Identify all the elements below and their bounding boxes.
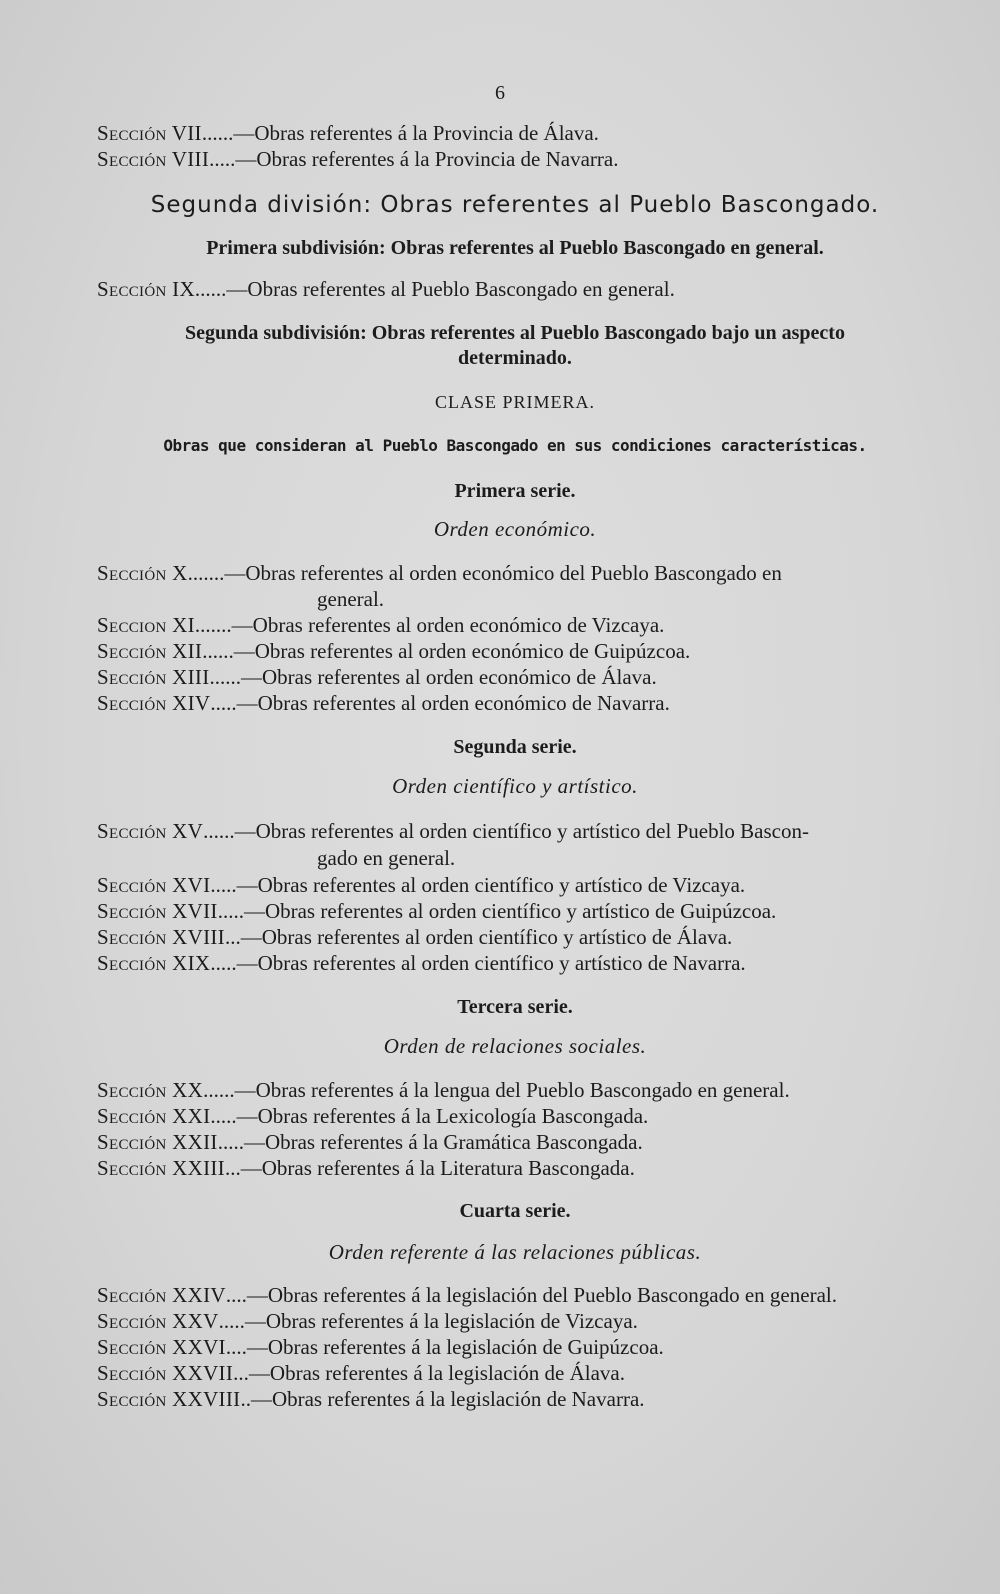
section-label: Sección XXVII: [97, 1361, 234, 1385]
entry-seccion-xii: [97, 638, 957, 664]
entry-text: .....—Obras referentes á la Provincia de Navarra.: [209, 147, 619, 171]
entry-seccion-xiii: [97, 664, 957, 690]
section-label: Sección XXVI: [97, 1335, 226, 1359]
entry-seccion-xi: [97, 612, 957, 638]
section-label: Seccion XI: [97, 613, 195, 637]
entry-text: .......—Obras referentes al orden económico de Vizcaya.: [194, 613, 665, 637]
entry-seccion-xxv: [97, 1308, 957, 1334]
entry-text: ..—Obras referentes á la legislación de Navarra.: [240, 1387, 645, 1411]
entry-text: ......—Obras referentes al orden económico de Álava.: [209, 665, 657, 689]
section-label: Sección XV: [97, 819, 204, 843]
subdivision-heading-1: Primera subdivisión: Obras referentes al Pueblo Bascongado en general.: [206, 237, 824, 259]
serie-1-title: Primera serie.: [454, 480, 576, 502]
section-label: Sección XIX: [97, 951, 211, 975]
serie-1-subtitle: Orden económico.: [433, 517, 597, 541]
entry-continuation: gado en general.: [317, 846, 456, 870]
entry-seccion-xvii: [97, 898, 957, 924]
subdivision-heading-2-line2: determinado.: [458, 347, 572, 369]
section-label: Sección VII: [97, 121, 202, 145]
section-label: Sección XXII: [97, 1130, 218, 1154]
entry-text: .....—Obras referentes al orden científico y artístico de Vizcaya.: [210, 873, 746, 897]
subdivision-heading-2-line1: Segunda subdivisión: Obras referentes al Pueblo Bascongado bajo un aspecto: [185, 322, 845, 344]
entry-continuation: general.: [317, 587, 385, 611]
page-number: 6: [495, 82, 505, 104]
serie-4-subtitle: Orden referente á las relaciones públicas.: [328, 1240, 702, 1264]
section-label: Sección XVI: [97, 873, 211, 897]
entry-seccion-xiv: [97, 690, 957, 716]
entry-seccion-xxii: [97, 1129, 957, 1155]
clase-description: Obras que consideran al Pueblo Bascongado en sus condiciones características.: [163, 436, 867, 455]
section-label: Sección XXI: [97, 1104, 211, 1128]
section-label: Sección XX: [97, 1078, 204, 1102]
entry-seccion-xv: [97, 818, 957, 844]
entry-text: ......—Obras referentes al Pueblo Bascongado en general.: [194, 277, 675, 301]
entry-text: .....—Obras referentes al orden científico y artístico de Navarra.: [210, 951, 746, 975]
section-label: Sección X: [97, 561, 188, 585]
entry-text: .....—Obras referentes al orden científico y artístico de Guipúzcoa.: [217, 899, 777, 923]
section-label: Sección XXIII: [97, 1156, 225, 1180]
serie-2-subtitle: Orden científico y artístico.: [392, 774, 638, 798]
entry-seccion-xix: [97, 950, 957, 976]
section-label: Sección XIII: [97, 665, 210, 689]
division-heading: Segunda división: Obras referentes al Pueblo Bascongado.: [150, 192, 880, 218]
entry-seccion-xxiv: [97, 1282, 957, 1308]
entry-text: ...—Obras referentes á la Literatura Bascongada.: [224, 1156, 635, 1180]
clase-heading: CLASE PRIMERA.: [434, 392, 596, 412]
entry-text: ....—Obras referentes á la legislación de Guipúzcoa.: [225, 1335, 664, 1359]
serie-4-title: Cuarta serie.: [459, 1200, 571, 1222]
section-label: Sección XVIII: [97, 925, 225, 949]
entry-seccion-xxvii: [97, 1360, 957, 1386]
entry-seccion-vii: [97, 120, 957, 146]
entry-seccion-viii: [97, 146, 957, 172]
entry-text: ......—Obras referentes al orden científico y artístico del Pueblo Bascon-: [203, 819, 809, 843]
serie-3-subtitle: Orden de relaciones sociales.: [383, 1034, 647, 1058]
section-label: Sección XII: [97, 639, 203, 663]
entry-text: ......—Obras referentes á la lengua del Pueblo Bascongado en general.: [203, 1078, 790, 1102]
entry-text: .....—Obras referentes á la Lexicología Bascongada.: [210, 1104, 649, 1128]
entry-seccion-xxiii: [97, 1155, 957, 1181]
entry-text: ....—Obras referentes á la legislación del Pueblo Bascongado en general.: [225, 1283, 837, 1307]
entry-seccion-xxvi: [97, 1334, 957, 1360]
section-label: Sección XVII: [97, 899, 218, 923]
entry-seccion-xx: [97, 1077, 957, 1103]
entry-seccion-x: [97, 560, 957, 586]
section-label: Sección XXIV: [97, 1283, 226, 1307]
entry-text: ...—Obras referentes al orden científico y artístico de Álava.: [224, 925, 733, 949]
section-label: Sección IX: [97, 277, 195, 301]
section-label: Sección VIII: [97, 147, 210, 171]
serie-2-title: Segunda serie.: [453, 736, 577, 758]
entry-seccion-ix: [97, 276, 957, 302]
entry-seccion-xviii: [97, 924, 957, 950]
entry-text: ......—Obras referentes al orden económico de Guipúzcoa.: [202, 639, 691, 663]
serie-3-title: Tercera serie.: [457, 996, 573, 1018]
entry-text: .....—Obras referentes á la Gramática Bascongada.: [217, 1130, 643, 1154]
entry-text: ...—Obras referentes á la legislación de Álava.: [233, 1361, 625, 1385]
section-label: Sección XXV: [97, 1309, 219, 1333]
entry-text: .....—Obras referentes al orden económico de Navarra.: [210, 691, 670, 715]
entry-text: ......—Obras referentes á la Provincia de Álava.: [201, 121, 599, 145]
entry-seccion-xxi: [97, 1103, 957, 1129]
section-label: Sección XXVIII: [97, 1387, 241, 1411]
entry-seccion-xxviii: [97, 1386, 957, 1412]
section-label: Sección XIV: [97, 691, 211, 715]
entry-seccion-xvi: [97, 872, 957, 898]
entry-text: .......—Obras referentes al orden económico del Pueblo Bascongado en: [187, 561, 782, 585]
entry-text: .....—Obras referentes á la legislación de Vizcaya.: [218, 1309, 638, 1333]
